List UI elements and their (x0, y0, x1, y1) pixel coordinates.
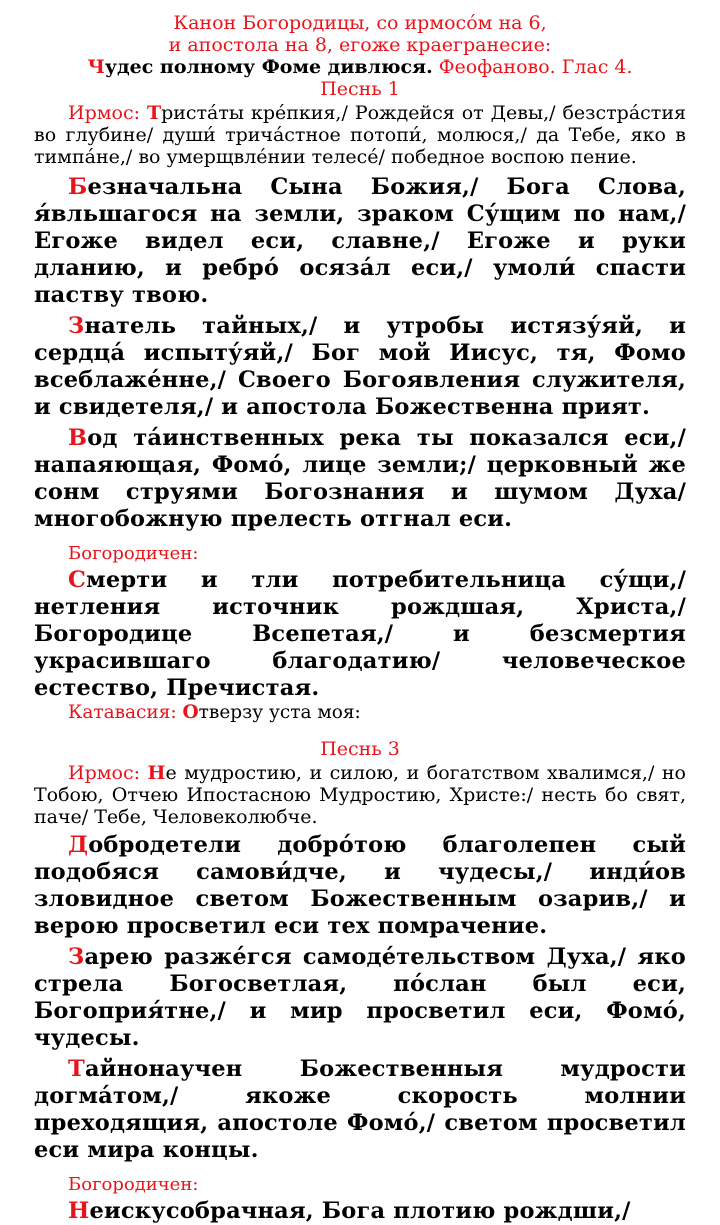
irmos-text: е мудростию, и силою, и богатством хвалимся,/ но Тобою, Отчею Ипостасною Мудростию, Христе:/ несть бо свят, паче/ Тебе, Человеколюбче. (34, 762, 686, 828)
katavasia-initial: О (182, 702, 199, 723)
ode3-troparion (34, 1056, 686, 1164)
ode1-title: Песнь 1 (320, 78, 400, 100)
troparion-initial: В (68, 425, 88, 451)
ode1-troparion (34, 174, 686, 309)
ode1-troparion (34, 313, 686, 421)
irmos-label: Ирмос: (68, 762, 148, 784)
ode3-troparion (34, 944, 686, 1052)
author-tone: Феофаново. Глас 4. (438, 56, 633, 78)
ode1-troparion (34, 425, 686, 533)
troparion-initial: Б (68, 174, 88, 200)
ode3-title: Песнь 3 (320, 738, 400, 760)
theotokion-text: мерти и тли потребительница су́щи,/ нетления источник рождшая, Христа,/ Богородице Всепетая,/ и безсмертия украсившаго благодатию/ человеческое естество, Пречистая. (34, 567, 686, 701)
theotokion-initial: С (68, 567, 87, 593)
troparion-text: натель тайных,/ и утробы истязу́яй, и сердца́ испыту́яй,/ Бог мой Иисус, тя, Фомо всеблаже́нне,/ Своего Богоявления служителя, и свидетеля,/ и апостола Божественна прият. (34, 313, 686, 420)
troparion-initial: Т (68, 1056, 85, 1082)
troparion-text: айнонаучен Божественныя мудрости догма́том,/ якоже скорость молнии преходящия, апостоле Фомо́,/ светом просветил еси мира концы. (34, 1056, 686, 1163)
acrostic-line (34, 56, 686, 78)
troparion-initial: З (68, 944, 85, 970)
ode3-irmos (34, 762, 686, 828)
troparion-text: обродетели добро́тою благолепен сый подобяся самови́дче, и чудесы,/ инди́ов зловидное светом Божественным озарив,/ и верою просветил еси тех помрачение. (34, 832, 686, 939)
irmos-label: Ирмос: (68, 102, 147, 124)
irmos-initial: Н (147, 762, 166, 784)
ode3-theotokion-label: Богородичен: (68, 1174, 199, 1195)
ode1-theotokion-label: Богородичен: (68, 543, 199, 564)
acrostic-initial: Ч (87, 56, 105, 78)
acrostic-text: удес полному Фоме дивлюся. (104, 56, 433, 78)
header-line-1: Канон Богородицы, со ирмосо́м на 6, (173, 12, 547, 34)
ode1-katavasia (34, 702, 686, 724)
ode1-irmos (34, 102, 686, 168)
ode1-theotokion (34, 567, 686, 702)
troparion-initial: З (68, 313, 85, 339)
troparion-initial: Д (68, 832, 89, 858)
ode3-theotokion (34, 1198, 686, 1225)
katavasia-text: тверзу уста моя: (198, 702, 361, 723)
ode3-troparion (34, 832, 686, 940)
troparion-text: арею разже́гся самоде́тельством Духа,/ яко стрела Богосветлая, по́слан был еси, Богоприя́тне,/ и мир просветил еси, Фомо́, чудесы. (34, 944, 686, 1051)
header-line-2: и апостола на 8, егоже краегранесие: (168, 34, 552, 56)
theotokion-initial: Н (68, 1198, 90, 1224)
theotokion-text: еискусобрачная, Бога плотию рождши,/ (89, 1198, 631, 1224)
katavasia-label: Катавасия: (68, 702, 183, 723)
troparion-text: од та́инственных река ты показался еси,/ напаяющая, Фомо́, лице земли;/ церковный же сонм струями Богознания и шумом Духа/ многобожную прелесть отгнал еси. (34, 425, 686, 532)
troparion-text: езначальна Сына Божия,/ Бога Слова, я́вльшагося на земли, зраком Су́щим по нам,/ Егоже видел еси, славне,/ Егоже и руки дланию, и ребро́ осяза́л еси,/ умоли́ спасти паству твою. (34, 174, 686, 308)
irmos-initial: Т (146, 102, 162, 124)
irmos-text: риста́ты кре́пкия,/ Рождейся от Девы,/ безстра́стия во глубине/ души́ трича́стное потопи́, молюся,/ да Тебе, яко в тимпа́не,/ во умерщвле́нии телесе́/ победное воспою пение. (34, 102, 686, 168)
